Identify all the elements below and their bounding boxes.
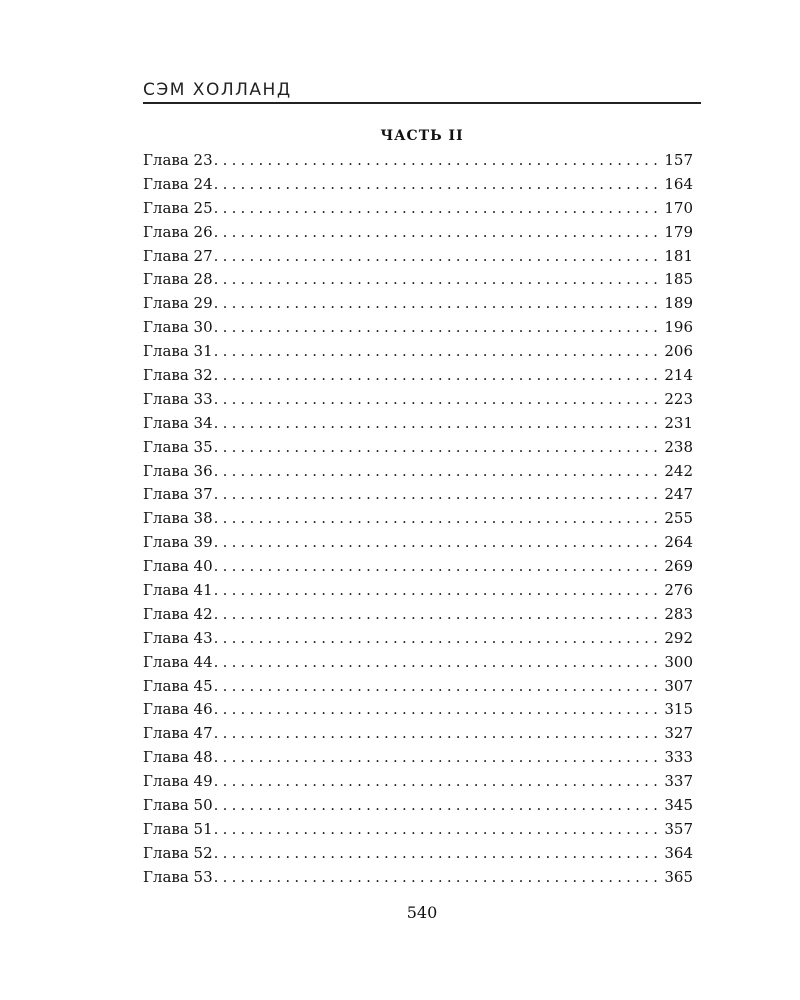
toc-entry-label: Глава 46 bbox=[143, 700, 213, 719]
toc-entry-label: Глава 48 bbox=[143, 748, 213, 767]
toc-entry-page: 185 bbox=[664, 270, 693, 289]
toc-entry-page: 269 bbox=[664, 557, 693, 576]
toc-entry[interactable] bbox=[143, 531, 693, 555]
toc-entry[interactable] bbox=[143, 866, 693, 890]
dot-leader bbox=[214, 746, 663, 770]
toc-entry-label: Глава 40 bbox=[143, 557, 213, 576]
toc-entry-label: Глава 23 bbox=[143, 151, 213, 169]
toc-entry[interactable] bbox=[143, 842, 693, 866]
toc-entry[interactable] bbox=[143, 340, 693, 364]
dot-leader bbox=[214, 364, 663, 388]
toc-entry-page: 231 bbox=[664, 413, 693, 432]
dot-leader bbox=[214, 292, 663, 316]
toc-entry-label: Глава 52 bbox=[143, 843, 213, 862]
toc-entry-page: 365 bbox=[664, 867, 693, 886]
dot-leader bbox=[214, 340, 663, 364]
toc-entry-label: Глава 53 bbox=[143, 867, 213, 886]
toc-entry[interactable] bbox=[143, 173, 693, 197]
toc-entry-page: 337 bbox=[664, 772, 693, 791]
toc-entry[interactable] bbox=[143, 436, 693, 460]
toc-entry[interactable] bbox=[143, 412, 693, 436]
toc-entry[interactable] bbox=[143, 746, 693, 770]
toc-entry-label: Глава 34 bbox=[143, 413, 213, 432]
dot-leader bbox=[214, 531, 663, 555]
toc-entry-page: 364 bbox=[664, 843, 693, 862]
toc-entry-label: Глава 31 bbox=[143, 342, 213, 361]
table-of-contents bbox=[143, 149, 693, 890]
toc-entry-label: Глава 42 bbox=[143, 604, 213, 623]
toc-entry[interactable] bbox=[143, 627, 693, 651]
toc-entry[interactable] bbox=[143, 675, 693, 699]
toc-entry-page: 242 bbox=[664, 461, 693, 480]
toc-entry-label: Глава 47 bbox=[143, 724, 213, 743]
toc-entry[interactable] bbox=[143, 388, 693, 412]
dot-leader bbox=[214, 866, 663, 890]
toc-entry-label: Глава 28 bbox=[143, 270, 213, 289]
toc-entry-page: 333 bbox=[664, 748, 693, 767]
dot-leader bbox=[214, 412, 663, 436]
dot-leader bbox=[214, 460, 663, 484]
toc-entry-page: 247 bbox=[664, 485, 693, 504]
toc-entry-label: Глава 43 bbox=[143, 628, 213, 647]
dot-leader bbox=[214, 245, 663, 269]
toc-entry[interactable] bbox=[143, 460, 693, 484]
toc-entry-label: Глава 30 bbox=[143, 318, 213, 337]
toc-entry[interactable] bbox=[143, 316, 693, 340]
toc-entry[interactable] bbox=[143, 507, 693, 531]
toc-entry-label: Глава 50 bbox=[143, 796, 213, 815]
dot-leader bbox=[214, 627, 663, 651]
dot-leader bbox=[214, 603, 663, 627]
toc-entry-label: Глава 44 bbox=[143, 652, 213, 671]
dot-leader bbox=[214, 722, 663, 746]
toc-entry-label: Глава 39 bbox=[143, 533, 213, 552]
toc-entry[interactable] bbox=[143, 292, 693, 316]
dot-leader bbox=[214, 149, 663, 173]
dot-leader bbox=[214, 268, 663, 292]
toc-entry-page: 276 bbox=[664, 581, 693, 600]
page-number: 540 bbox=[406, 903, 438, 922]
toc-entry-label: Глава 26 bbox=[143, 222, 213, 241]
dot-leader bbox=[214, 197, 663, 221]
dot-leader bbox=[214, 818, 663, 842]
toc-entry-page: 206 bbox=[664, 342, 693, 361]
dot-leader bbox=[214, 436, 663, 460]
toc-entry-page: 283 bbox=[664, 604, 693, 623]
toc-entry-page: 179 bbox=[664, 222, 693, 241]
toc-entry-label: Глава 29 bbox=[143, 294, 213, 313]
toc-entry-label: Глава 25 bbox=[143, 198, 213, 217]
toc-entry-page: 181 bbox=[664, 246, 693, 265]
toc-entry-page: 189 bbox=[664, 294, 693, 313]
toc-entry-page: 223 bbox=[664, 389, 693, 408]
toc-entry[interactable] bbox=[143, 197, 693, 221]
toc-entry[interactable] bbox=[143, 221, 693, 245]
toc-entry[interactable] bbox=[143, 698, 693, 722]
toc-entry[interactable] bbox=[143, 770, 693, 794]
toc-entry-page: 300 bbox=[664, 652, 693, 671]
toc-entry-label: Глава 35 bbox=[143, 437, 213, 456]
toc-entry[interactable] bbox=[143, 794, 693, 818]
toc-entry-page: 157 bbox=[664, 151, 693, 169]
dot-leader bbox=[214, 483, 663, 507]
toc-entry[interactable] bbox=[143, 651, 693, 675]
dot-leader bbox=[214, 698, 663, 722]
toc-entry-page: 164 bbox=[664, 174, 693, 193]
toc-entry-label: Глава 32 bbox=[143, 366, 213, 385]
dot-leader bbox=[214, 316, 663, 340]
dot-leader bbox=[214, 842, 663, 866]
toc-entry-label: Глава 45 bbox=[143, 676, 213, 695]
toc-entry-label: Глава 36 bbox=[143, 461, 213, 480]
toc-entry-label: Глава 49 bbox=[143, 772, 213, 791]
toc-entry-page: 170 bbox=[664, 198, 693, 217]
toc-entry[interactable] bbox=[143, 722, 693, 746]
running-head bbox=[143, 80, 701, 104]
dot-leader bbox=[214, 675, 663, 699]
toc-entry-page: 196 bbox=[664, 318, 693, 337]
toc-entry-label: Глава 38 bbox=[143, 509, 213, 528]
dot-leader bbox=[214, 221, 663, 245]
toc-entry[interactable] bbox=[143, 483, 693, 507]
dot-leader bbox=[214, 794, 663, 818]
toc-entry[interactable] bbox=[143, 603, 693, 627]
toc-entry-label: Глава 37 bbox=[143, 485, 213, 504]
toc-entry-label: Глава 41 bbox=[143, 581, 213, 600]
toc-entry[interactable] bbox=[143, 268, 693, 292]
dot-leader bbox=[214, 507, 663, 531]
toc-entry[interactable] bbox=[143, 245, 693, 269]
toc-entry-page: 327 bbox=[664, 724, 693, 743]
part-title: ЧАСТЬ II bbox=[380, 128, 464, 144]
toc-entry-page: 357 bbox=[664, 819, 693, 838]
toc-entry-page: 307 bbox=[664, 676, 693, 695]
toc-entry-page: 345 bbox=[664, 796, 693, 815]
toc-entry[interactable] bbox=[143, 818, 693, 842]
toc-entry-label: Глава 51 bbox=[143, 819, 213, 838]
toc-entry-page: 238 bbox=[664, 437, 693, 456]
dot-leader bbox=[214, 770, 663, 794]
toc-entry-page: 315 bbox=[664, 700, 693, 719]
toc-entry[interactable] bbox=[143, 364, 693, 388]
toc-entry-page: 264 bbox=[664, 533, 693, 552]
toc-entry-label: Глава 27 bbox=[143, 246, 213, 265]
dot-leader bbox=[214, 579, 663, 603]
dot-leader bbox=[214, 388, 663, 412]
toc-entry-page: 255 bbox=[664, 509, 693, 528]
toc-entry[interactable] bbox=[143, 579, 693, 603]
toc-entry-label: Глава 24 bbox=[143, 174, 213, 193]
dot-leader bbox=[214, 651, 663, 675]
toc-entry-label: Глава 33 bbox=[143, 389, 213, 408]
author-name: СЭМ ХОЛЛАНД bbox=[143, 80, 292, 100]
dot-leader bbox=[214, 173, 663, 197]
toc-entry[interactable] bbox=[143, 555, 693, 579]
dot-leader bbox=[214, 555, 663, 579]
toc-entry-page: 214 bbox=[664, 366, 693, 385]
toc-entry-page: 292 bbox=[664, 628, 693, 647]
toc-entry[interactable] bbox=[143, 149, 693, 173]
